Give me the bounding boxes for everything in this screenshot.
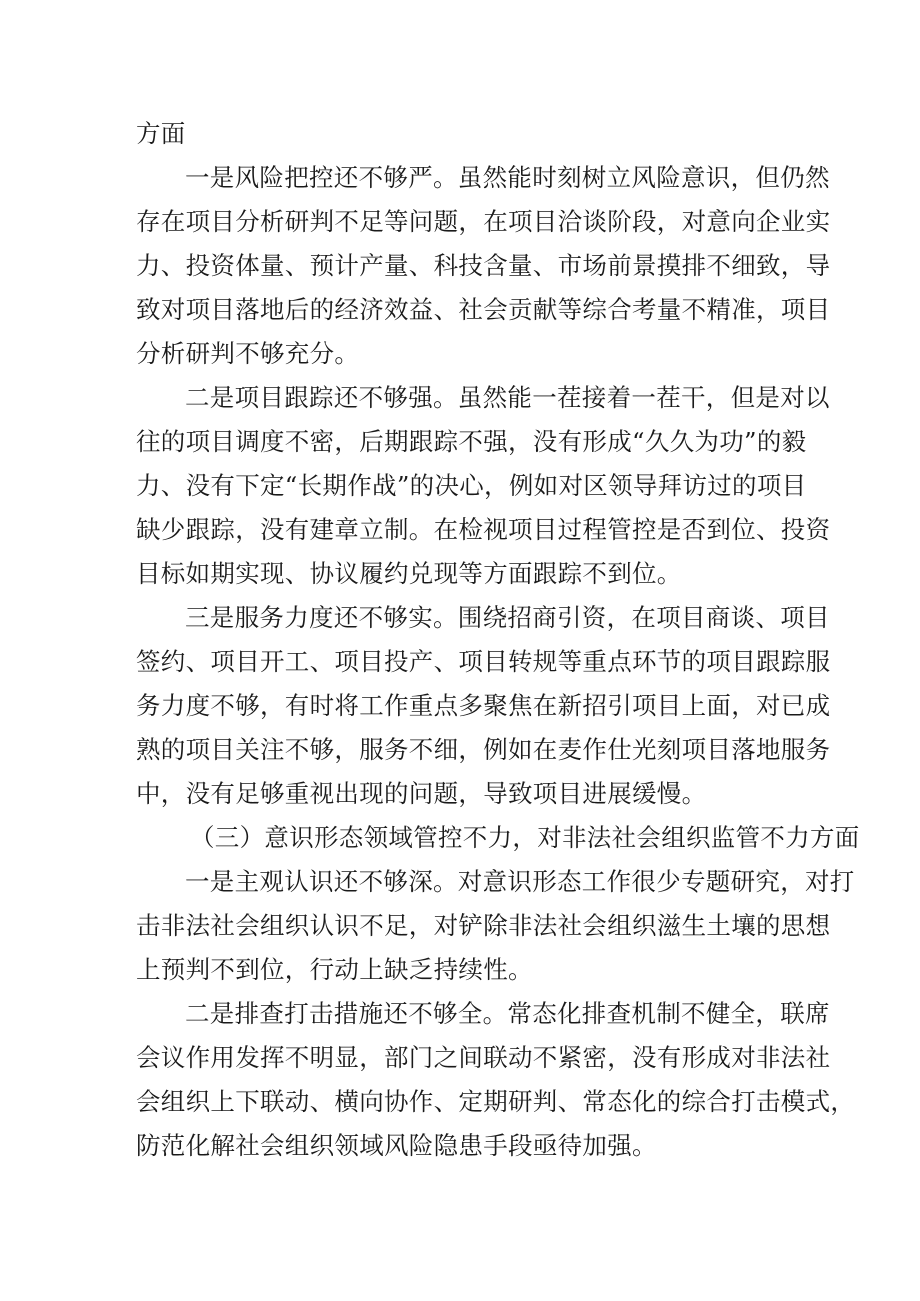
text-line: 击非法社会组织认识不足，对铲除非法社会组织滋生土壤的思想 bbox=[136, 911, 831, 940]
text-line: 签约、项目开工、项目投产、项目转规等重点环节的项目跟踪服 bbox=[136, 647, 831, 676]
text-line: 致对项目落地后的经济效益、社会贡献等综合考量不精准，项目 bbox=[136, 295, 831, 324]
paragraph-first-line: 二是排查打击措施还不够全。常态化排查机制不健全，联席 bbox=[185, 999, 830, 1028]
text-line: 会组织上下联动、横向协作、定期研判、常态化的综合打击模式， bbox=[136, 1087, 856, 1116]
text-line: 缺少跟踪，没有建章立制。在检视项目过程管控是否到位、投资 bbox=[136, 515, 831, 544]
text-line: 会议作用发挥不明显，部门之间联动不紧密，没有形成对非法社 bbox=[136, 1043, 831, 1072]
section-heading: （三）意识形态领域管控不力，对非法社会组织监管不力方面 bbox=[190, 823, 860, 852]
text-line: 力、没有下定“长期作战”的决心，例如对区领导拜访过的项目 bbox=[136, 471, 807, 500]
text-line: 上预判不到位，行动上缺乏持续性。 bbox=[136, 955, 533, 984]
text-line: 存在项目分析研判不足等问题，在项目洽谈阶段，对意向企业实 bbox=[136, 207, 831, 236]
paragraph-first-line: 三是服务力度还不够实。围绕招商引资，在项目商谈、项目 bbox=[185, 603, 830, 632]
text-line: 力、投资体量、预计产量、科技含量、市场前景摸排不细致，导 bbox=[136, 251, 831, 280]
text-line: 熟的项目关注不够，服务不细，例如在麦作仕光刻项目落地服务 bbox=[136, 735, 831, 764]
paragraph-first-line: 一是风险把控还不够严。虽然能时刻树立风险意识，但仍然 bbox=[185, 163, 830, 192]
text-line: 务力度不够，有时将工作重点多聚焦在新招引项目上面，对已成 bbox=[136, 691, 831, 720]
text-line: 防范化解社会组织领域风险隐患手段亟待加强。 bbox=[136, 1131, 657, 1160]
text-line: 分析研判不够充分。 bbox=[136, 339, 360, 368]
paragraph-first-line: 二是项目跟踪还不够强。虽然能一茬接着一茬干，但是对以 bbox=[185, 383, 830, 412]
text-line: 中，没有足够重视出现的问题，导致项目进展缓慢。 bbox=[136, 779, 707, 808]
paragraph-first-line: 一是主观认识还不够深。对意识形态工作很少专题研究，对打 bbox=[185, 867, 855, 896]
text-line: 方面 bbox=[136, 119, 186, 148]
text-line: 目标如期实现、协议履约兑现等方面跟踪不到位。 bbox=[136, 559, 682, 588]
text-line: 往的项目调度不密，后期跟踪不强，没有形成“久久为功”的毅 bbox=[136, 427, 807, 456]
